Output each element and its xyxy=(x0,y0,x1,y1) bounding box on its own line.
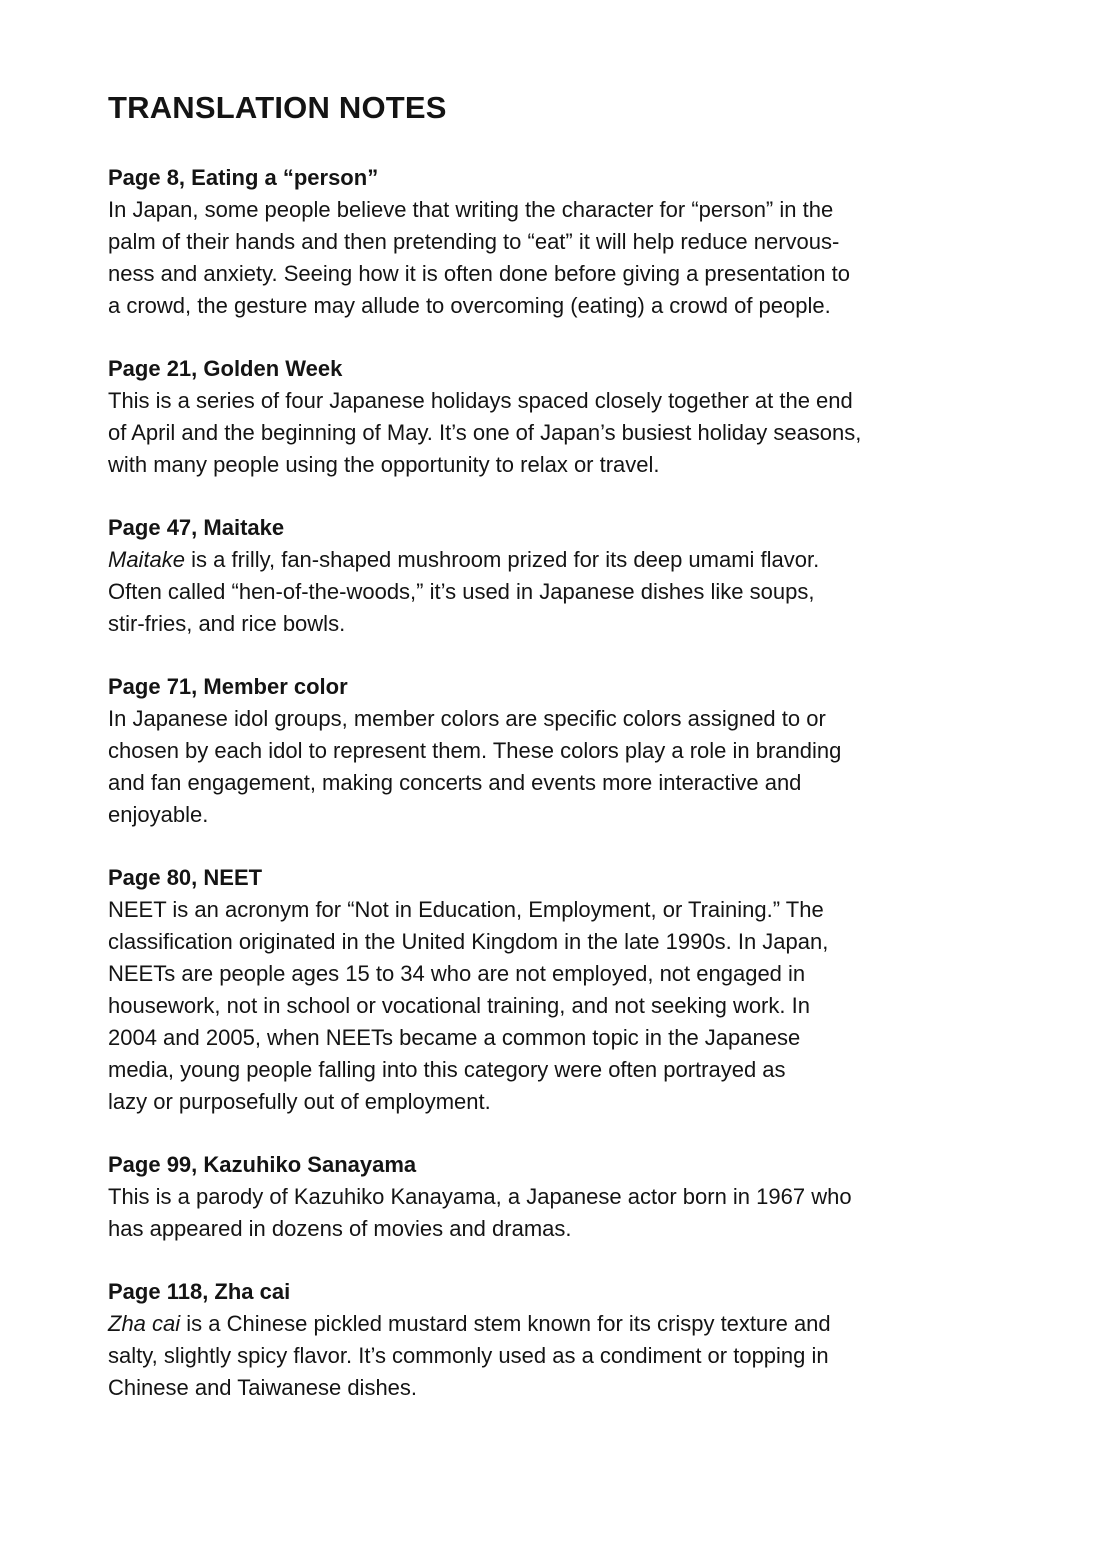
note-section xyxy=(108,353,1038,481)
body-text: stir-fries, and rice bowls. xyxy=(108,611,346,636)
note-body-line xyxy=(108,290,1038,322)
italic-term: Zha cai xyxy=(108,1311,181,1336)
note-body-line xyxy=(108,926,1038,958)
note-body-line xyxy=(108,1213,1038,1245)
body-text: salty, slightly spicy flavor. It’s commonly used as a condiment or topping in xyxy=(108,1343,829,1368)
note-section xyxy=(108,1149,1038,1245)
note-body-line xyxy=(108,576,1038,608)
body-text: is a frilly, fan-shaped mushroom prized for its deep umami flavor. xyxy=(185,547,820,572)
note-body-line xyxy=(108,1181,1038,1213)
note-heading: Page 99, Kazuhiko Sanayama xyxy=(108,1152,417,1177)
body-text: This is a parody of Kazuhiko Kanayama, a Japanese actor born in 1967 who xyxy=(108,1184,852,1209)
note-heading: Page 21, Golden Week xyxy=(108,356,343,381)
note-body-line xyxy=(108,608,1038,640)
body-text: This is a series of four Japanese holidays spaced closely together at the end xyxy=(108,388,853,413)
page-title: TRANSLATION NOTES xyxy=(108,90,447,125)
body-text: ness and anxiety. Seeing how it is often done before giving a presentation to xyxy=(108,261,850,286)
note-body-line xyxy=(108,958,1038,990)
note-body-line xyxy=(108,544,1038,576)
note-body-line xyxy=(108,735,1038,767)
note-heading: Page 118, Zha cai xyxy=(108,1279,291,1304)
note-body-line xyxy=(108,1022,1038,1054)
body-text: media, young people falling into this category were often portrayed as xyxy=(108,1057,786,1082)
note-body xyxy=(108,894,1038,1118)
note-body xyxy=(108,703,1038,831)
note-section xyxy=(108,1276,1038,1404)
note-body-line xyxy=(108,990,1038,1022)
note-body xyxy=(108,385,1038,481)
note-body-line xyxy=(108,449,1038,481)
note-body xyxy=(108,1181,1038,1245)
body-text: is a Chinese pickled mustard stem known for its crispy texture and xyxy=(180,1311,831,1336)
body-text: NEETs are people ages 15 to 34 who are not employed, not engaged in xyxy=(108,961,806,986)
note-body-line xyxy=(108,417,1038,449)
body-text: of April and the beginning of May. It’s one of Japan’s busiest holiday seasons, xyxy=(108,420,862,445)
note-body-line xyxy=(108,1054,1038,1086)
note-body-line xyxy=(108,226,1038,258)
body-text: a crowd, the gesture may allude to overcoming (eating) a crowd of people. xyxy=(108,293,831,318)
note-section xyxy=(108,671,1038,831)
note-section xyxy=(108,862,1038,1118)
note-body-line xyxy=(108,799,1038,831)
note-body-line xyxy=(108,1372,1038,1404)
note-heading: Page 47, Maitake xyxy=(108,515,285,540)
note-body-line xyxy=(108,1308,1038,1340)
body-text: lazy or purposefully out of employment. xyxy=(108,1089,491,1114)
note-body xyxy=(108,1308,1038,1404)
notes-list xyxy=(108,162,1038,1404)
note-body-line xyxy=(108,194,1038,226)
translation-notes-page xyxy=(108,88,1038,1435)
note-body xyxy=(108,194,1038,322)
note-heading: Page 8, Eating a “person” xyxy=(108,165,379,190)
note-body xyxy=(108,544,1038,640)
body-text: with many people using the opportunity to relax or travel. xyxy=(108,452,660,477)
body-text: has appeared in dozens of movies and dramas. xyxy=(108,1216,572,1241)
body-text: enjoyable. xyxy=(108,802,209,827)
body-text: Chinese and Taiwanese dishes. xyxy=(108,1375,418,1400)
body-text: Often called “hen-of-the-woods,” it’s used in Japanese dishes like soups, xyxy=(108,579,815,604)
body-text: classification originated in the United Kingdom in the late 1990s. In Japan, xyxy=(108,929,829,954)
note-body-line xyxy=(108,1340,1038,1372)
note-body-line xyxy=(108,1086,1038,1118)
note-heading: Page 80, NEET xyxy=(108,865,263,890)
body-text: palm of their hands and then pretending to “eat” it will help reduce nervous- xyxy=(108,229,840,254)
note-body-line xyxy=(108,258,1038,290)
note-section xyxy=(108,512,1038,640)
body-text: chosen by each idol to represent them. These colors play a role in branding xyxy=(108,738,842,763)
note-heading: Page 71, Member color xyxy=(108,674,348,699)
body-text: 2004 and 2005, when NEETs became a common topic in the Japanese xyxy=(108,1025,801,1050)
body-text: In Japanese idol groups, member colors are specific colors assigned to or xyxy=(108,706,826,731)
note-body-line xyxy=(108,767,1038,799)
note-body-line xyxy=(108,894,1038,926)
note-body-line xyxy=(108,703,1038,735)
body-text: and fan engagement, making concerts and events more interactive and xyxy=(108,770,802,795)
body-text: NEET is an acronym for “Not in Education, Employment, or Training.” The xyxy=(108,897,824,922)
note-body-line xyxy=(108,385,1038,417)
note-section xyxy=(108,162,1038,322)
italic-term: Maitake xyxy=(108,547,186,572)
body-text: housework, not in school or vocational training, and not seeking work. In xyxy=(108,993,810,1018)
body-text: In Japan, some people believe that writing the character for “person” in the xyxy=(108,197,834,222)
